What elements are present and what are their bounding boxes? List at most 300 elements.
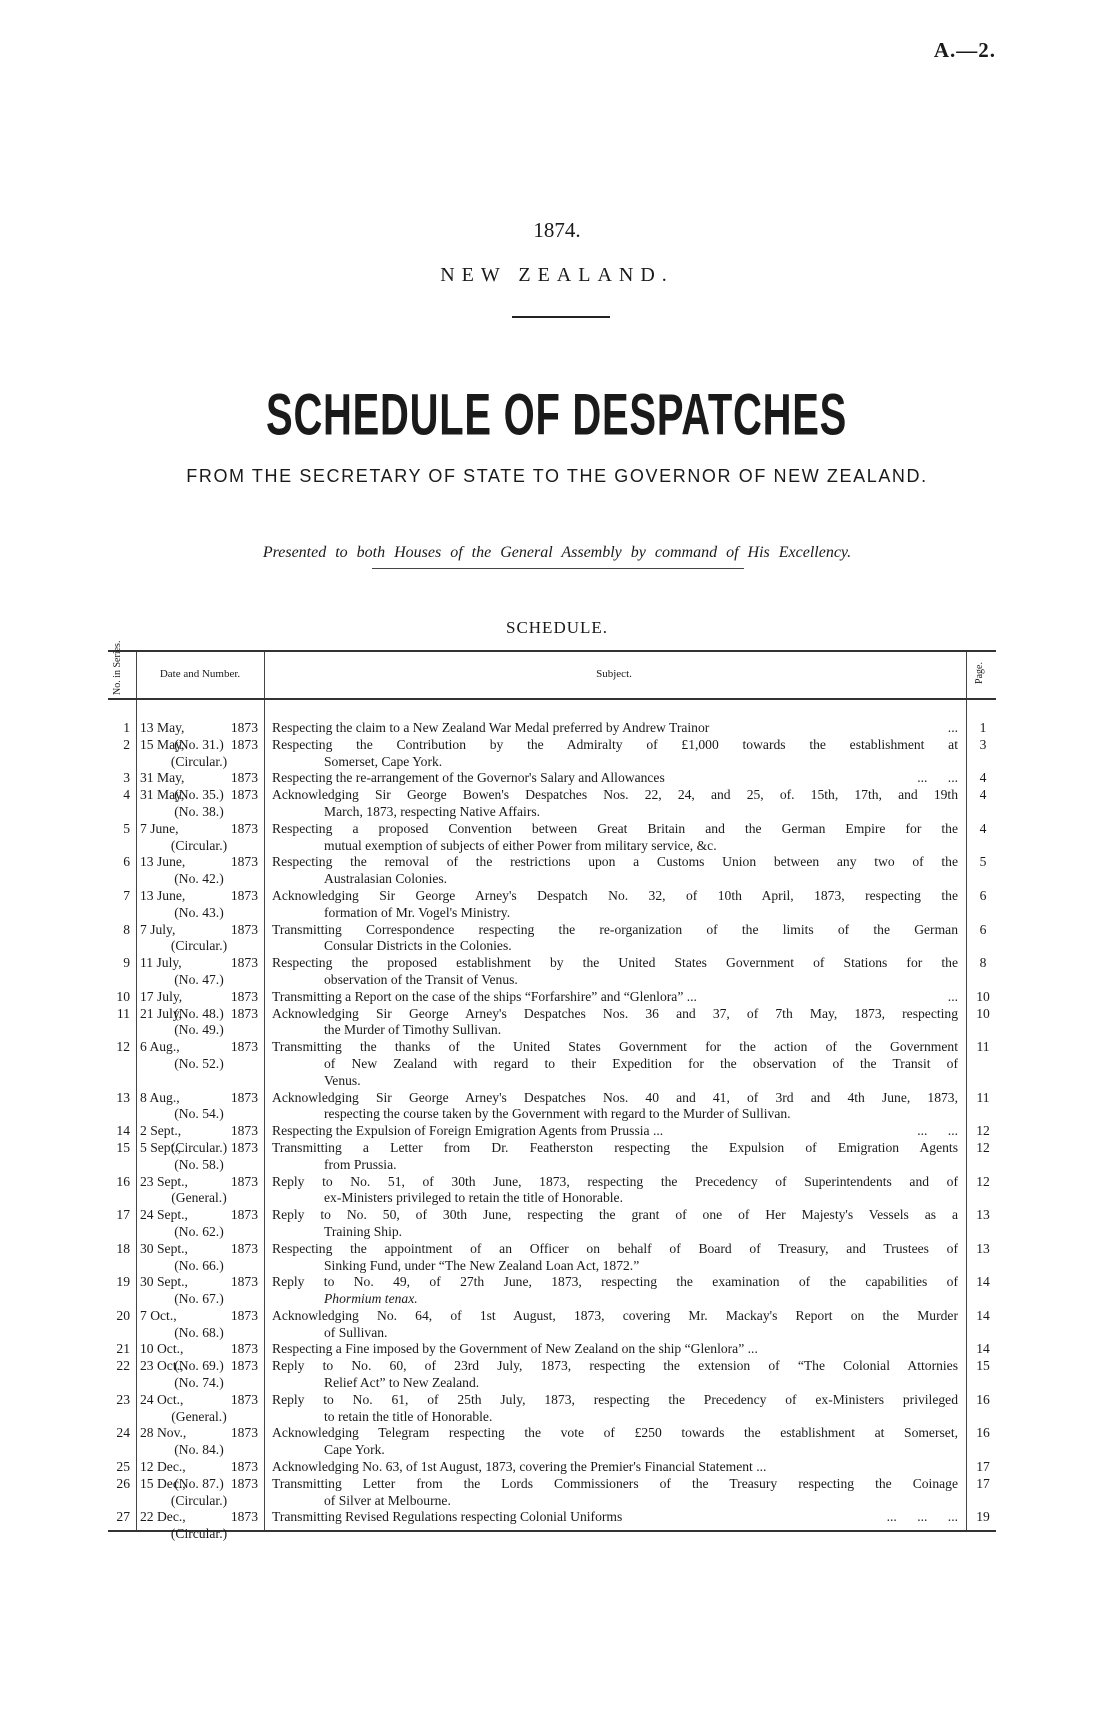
- subject-line: Phormium tenax.: [324, 1291, 418, 1307]
- row-subject: [272, 1392, 958, 1426]
- subject-text: Transmitting a Report on the case of the ships “Forfarshire” and “Glenlora” ...: [272, 988, 697, 1004]
- row-page: 11: [976, 1089, 990, 1105]
- date-year: 1873: [230, 854, 258, 870]
- subject-line: Sinking Fund, under “The New Zealand Loan Act, 1872.”: [324, 1257, 640, 1273]
- row-subject: [272, 720, 958, 737]
- subject-text: Respecting the re-arrangement of the Governor's Salary and Allowances: [272, 770, 665, 786]
- date-year: 1873: [230, 1039, 258, 1055]
- row-date: [140, 1140, 258, 1174]
- subject-text: Respecting the Expulsion of Foreign Emigration Agents from Prussia ...: [272, 1123, 664, 1139]
- subject-line: Respecting a Fine imposed by the Government of New Zealand on the ship “Glenlora” ...: [272, 1341, 758, 1357]
- table-row: [108, 787, 996, 821]
- row-number: 21: [116, 1341, 130, 1357]
- date-year: 1873: [230, 1341, 258, 1357]
- subject-line: Acknowledging Sir George Bowen's Despatches Nos. 22, 24, and 25, of. 15th, 17th, and 19th: [272, 787, 958, 803]
- table-row: [108, 1241, 996, 1275]
- date-day: 7 Oct.,: [140, 1307, 177, 1323]
- row-number: 12: [116, 1039, 130, 1055]
- table-row: [108, 1174, 996, 1208]
- date-line: [140, 1341, 258, 1358]
- subject-line: Training Ship.: [324, 1223, 403, 1239]
- subject-line: Acknowledging No. 63, of 1st August, 1873, covering the Premier's Financial Statement ...: [272, 1459, 767, 1475]
- row-subject: [272, 854, 958, 888]
- date-year: 1873: [230, 787, 258, 803]
- subject-line: Reply to No. 49, of 27th June, 1873, respecting the examination of the capabilities of: [272, 1274, 958, 1290]
- leader-dots: ...: [947, 720, 958, 735]
- leader-dots: ... ... ...: [886, 1509, 958, 1525]
- date-day: 13 June,: [140, 854, 186, 870]
- date-day: 13 May,: [140, 720, 185, 735]
- date-day: 30 Sept.,: [140, 1274, 188, 1290]
- table-row: [108, 1308, 996, 1342]
- date-year: 1873: [230, 1459, 258, 1475]
- row-subject: [272, 1358, 958, 1392]
- row-date: [140, 1174, 258, 1208]
- row-number: 3: [123, 770, 130, 786]
- divider: [372, 568, 744, 569]
- subject-line: Transmitting the thanks of the United States Government for the action of the Government: [272, 1039, 958, 1055]
- despatch-number: (No. 67.): [174, 1291, 224, 1307]
- row-page: 14: [976, 1341, 990, 1357]
- date-day: 11 July,: [140, 955, 182, 971]
- date-year: 1873: [230, 1358, 258, 1374]
- row-page: 14: [976, 1307, 990, 1323]
- row-number: 1: [123, 720, 130, 735]
- despatch-number: (Circular.): [170, 1492, 228, 1508]
- row-page: 4: [979, 770, 987, 786]
- date-day: 24 Sept.,: [140, 1207, 188, 1223]
- subject-text: Transmitting Revised Regulations respecting Colonial Uniforms: [272, 1509, 623, 1525]
- page-title: [0, 384, 1114, 446]
- date-year: 1873: [230, 1207, 258, 1223]
- row-page: 12: [976, 1123, 990, 1139]
- table-row: [108, 854, 996, 888]
- row-page: 17: [976, 1475, 990, 1491]
- row-number: 25: [116, 1459, 130, 1475]
- row-number: 22: [116, 1358, 130, 1374]
- date-line: [140, 1207, 258, 1224]
- row-page: 4: [979, 820, 987, 836]
- row-page: 17: [976, 1459, 990, 1475]
- subject-line: of Sullivan.: [324, 1324, 388, 1340]
- date-line: [140, 821, 258, 838]
- divider: [512, 316, 610, 318]
- despatch-number: (General.): [171, 1190, 227, 1206]
- subject-line: [272, 1123, 958, 1140]
- subject-line: Australasian Colonies.: [324, 871, 448, 887]
- subject-line: Transmitting Letter from the Lords Commissioners of the Treasury respecting the Coinage: [272, 1475, 958, 1491]
- row-date: [140, 854, 258, 888]
- row-page: 6: [979, 921, 987, 937]
- row-number: 13: [116, 1089, 130, 1105]
- title-text: SCHEDULE OF DESPATCHES: [266, 382, 848, 448]
- table-row: [108, 955, 996, 989]
- date-year: 1873: [230, 988, 258, 1004]
- row-subject: [272, 1090, 958, 1124]
- table-row: [108, 1207, 996, 1241]
- despatch-number: (Circular.): [170, 938, 228, 954]
- despatch-number: (No. 38.): [174, 803, 224, 819]
- row-subject: [272, 1308, 958, 1342]
- column-header-date: Date and Number.: [159, 668, 241, 680]
- row-subject: [272, 770, 958, 787]
- row-number: 8: [123, 921, 130, 937]
- subject-line: from Prussia.: [324, 1156, 397, 1172]
- subject-line: Acknowledging No. 64, of 1st August, 1873, covering Mr. Mackay's Report on the Murder: [272, 1307, 958, 1323]
- row-number: 14: [116, 1123, 130, 1139]
- despatch-number: (No. 35.): [174, 787, 224, 803]
- row-subject: [272, 888, 958, 922]
- despatch-number: (No. 48.): [174, 1005, 224, 1021]
- row-subject: [272, 1006, 958, 1040]
- row-date: [140, 1425, 258, 1459]
- leader-dots: ...: [947, 988, 958, 1004]
- subject-line: [272, 770, 958, 787]
- row-number: 4: [123, 787, 130, 803]
- subject-line: [272, 1509, 958, 1526]
- date-year: 1873: [230, 1240, 258, 1256]
- date-line: [140, 1090, 258, 1107]
- date-line: [140, 737, 258, 754]
- date-line: [140, 1459, 258, 1476]
- date-line: [140, 854, 258, 871]
- row-subject: [272, 1425, 958, 1459]
- row-subject: [272, 1241, 958, 1275]
- date-line: [140, 1358, 258, 1375]
- leader-dots: ... ...: [917, 770, 958, 786]
- date-day: 15 May,: [140, 736, 185, 752]
- date-day: 13 June,: [140, 887, 186, 903]
- row-date: [140, 1476, 258, 1510]
- row-number: 10: [116, 988, 130, 1004]
- date-day: 7 July,: [140, 921, 176, 937]
- column-header-page: Page.: [974, 662, 985, 684]
- row-number: 20: [116, 1307, 130, 1323]
- date-day: 10 Oct.,: [140, 1341, 184, 1357]
- row-number: 15: [116, 1139, 130, 1155]
- table-row: [108, 1090, 996, 1124]
- subject-line: Consular Districts in the Colonies.: [324, 938, 512, 954]
- subject-line: Venus.: [324, 1072, 361, 1088]
- date-year: 1873: [230, 1139, 258, 1155]
- row-subject: [272, 1509, 958, 1526]
- row-page: 11: [976, 1039, 990, 1055]
- schedule-table: [108, 640, 996, 1542]
- despatch-number: (No. 31.): [174, 736, 224, 752]
- date-line: [140, 1308, 258, 1325]
- row-date: [140, 1509, 258, 1543]
- despatch-number: (Circular.): [170, 837, 228, 853]
- document-reference: A.—2.: [933, 38, 996, 62]
- date-line: [140, 1123, 258, 1140]
- date-year: 1873: [230, 720, 258, 735]
- date-line: [140, 1476, 258, 1493]
- date-line: [140, 1509, 258, 1526]
- country-heading: NEW ZEALAND.: [440, 264, 674, 286]
- date-line: [140, 1241, 258, 1258]
- date-year: 1873: [230, 1391, 258, 1407]
- row-subject: [272, 1476, 958, 1510]
- date-year: 1873: [230, 770, 258, 786]
- subject-line: of Silver at Melbourne.: [324, 1492, 451, 1508]
- table-row: [108, 737, 996, 771]
- subject-line: Reply to No. 61, of 25th July, 1873, respecting the Precedency of ex-Ministers privileged: [272, 1391, 958, 1407]
- subject-line: Transmitting a Letter from Dr. Featherston respecting the Expulsion of Emigration Agents: [272, 1139, 958, 1155]
- subject-line: Reply to No. 60, of 23rd July, 1873, respecting the extension of “The Colonial Attornies: [272, 1358, 958, 1374]
- row-date: [140, 821, 258, 855]
- subject-line: formation of Mr. Vogel's Ministry.: [324, 904, 511, 920]
- row-number: 24: [116, 1425, 130, 1441]
- row-date: [140, 955, 258, 989]
- column-header-subject: Subject.: [596, 668, 632, 680]
- row-number: 19: [116, 1274, 130, 1290]
- row-date: [140, 1392, 258, 1426]
- date-line: [140, 787, 258, 804]
- subject-line: Respecting the removal of the restrictions upon a Customs Union between any two of the: [272, 854, 958, 870]
- row-date: [140, 922, 258, 956]
- date-day: 28 Nov.,: [140, 1425, 187, 1441]
- row-page: 13: [976, 1240, 990, 1256]
- date-year: 1873: [230, 820, 258, 836]
- subtitle: FROM THE SECRETARY OF STATE TO THE GOVERNOR OF NEW ZEALAND.: [186, 466, 928, 486]
- subject-line: Acknowledging Sir George Arney's Despatches Nos. 36 and 37, of 7th May, 1873, respecting: [272, 1005, 958, 1021]
- despatch-number: (Circular.): [170, 1139, 228, 1155]
- despatch-number: (No. 69.): [174, 1358, 224, 1374]
- date-day: 7 June,: [140, 820, 179, 836]
- subject-line: Reply to No. 51, of 30th June, 1873, respecting the Precedency of Superintendents and of: [272, 1173, 958, 1189]
- row-date: [140, 1308, 258, 1342]
- despatch-number: (No. 62.): [174, 1223, 224, 1239]
- date-year: 1873: [230, 1274, 258, 1290]
- despatch-number: (No. 43.): [174, 904, 224, 920]
- row-page: 8: [979, 955, 987, 971]
- row-number: 5: [123, 820, 130, 836]
- row-date: [140, 787, 258, 821]
- subject-line: [272, 720, 958, 737]
- row-subject: [272, 1459, 958, 1476]
- date-line: [140, 1174, 258, 1191]
- date-day: 22 Dec.,: [140, 1509, 186, 1525]
- schedule-heading: SCHEDULE.: [505, 618, 609, 637]
- subject-line: Respecting the appointment of an Officer on behalf of Board of Treasury, and Trustees of: [272, 1240, 958, 1256]
- row-number: 6: [123, 854, 130, 870]
- subject-line: ex-Ministers privileged to retain the title of Honorable.: [324, 1190, 623, 1206]
- row-page: 10: [976, 988, 990, 1004]
- row-page: 12: [976, 1173, 990, 1189]
- despatch-number: (Circular.): [170, 1526, 228, 1542]
- row-number: 16: [116, 1173, 130, 1189]
- presented-note: Presented to both Houses of the General Assembly by command of His Excellency.: [262, 544, 852, 561]
- row-subject: [272, 922, 958, 956]
- subject-line: of New Zealand with regard to their Expedition for the observation of the Transit of: [324, 1055, 958, 1071]
- table-row: [108, 888, 996, 922]
- row-page: 16: [976, 1425, 990, 1441]
- despatch-number: (No. 52.): [174, 1055, 224, 1071]
- table-row: [108, 1140, 996, 1174]
- row-page: 6: [979, 887, 987, 903]
- row-number: 18: [116, 1240, 130, 1256]
- despatch-number: (Circular.): [170, 753, 228, 769]
- date-day: 23 Sept.,: [140, 1173, 188, 1189]
- row-number: 27: [116, 1509, 130, 1525]
- date-day: 2 Sept.,: [140, 1123, 182, 1139]
- row-subject: [272, 955, 958, 989]
- subject-line: Somerset, Cape York.: [324, 753, 443, 769]
- date-year: 1873: [230, 1509, 258, 1525]
- subject-line: the Murder of Timothy Sullivan.: [324, 1022, 502, 1038]
- date-line: [140, 922, 258, 939]
- row-date: [140, 888, 258, 922]
- date-year: 1873: [230, 1089, 258, 1105]
- leader-dots: ... ...: [917, 1123, 958, 1139]
- row-subject: [272, 787, 958, 821]
- row-number: 17: [116, 1207, 130, 1223]
- date-day: 24 Oct.,: [140, 1391, 184, 1407]
- row-subject: [272, 1140, 958, 1174]
- date-day: 31 May,: [140, 787, 185, 803]
- row-page: 3: [979, 736, 987, 752]
- date-year: 1873: [230, 1005, 258, 1021]
- subject-line: Reply to No. 50, of 30th June, respecting the grant of one of Her Majesty's Vessels as a: [272, 1207, 958, 1223]
- column-divider: [966, 652, 967, 698]
- date-year: 1873: [230, 921, 258, 937]
- date-year: 1873: [230, 1307, 258, 1323]
- row-number: 7: [123, 887, 130, 903]
- row-page: 10: [976, 1005, 990, 1021]
- row-date: [140, 1039, 258, 1073]
- date-line: [140, 1006, 258, 1023]
- subject-line: Respecting the Contribution by the Admiralty of £1,000 towards the establishment at: [272, 736, 958, 752]
- row-page: 1: [979, 720, 987, 735]
- despatch-number: (No. 54.): [174, 1106, 224, 1122]
- row-subject: [272, 1341, 958, 1358]
- row-date: [140, 1274, 258, 1308]
- date-day: 31 May,: [140, 770, 185, 786]
- row-page: 4: [979, 787, 987, 803]
- table-row: [108, 1358, 996, 1392]
- subject-line: March, 1873, respecting Native Affairs.: [324, 803, 541, 819]
- subject-line: observation of the Transit of Venus.: [324, 971, 518, 987]
- date-day: 12 Dec.,: [140, 1459, 186, 1475]
- row-subject: [272, 1039, 958, 1089]
- column-header-no: No. in Series.: [112, 640, 123, 695]
- row-subject: [272, 737, 958, 771]
- row-subject: [272, 989, 958, 1006]
- date-year: 1873: [230, 1173, 258, 1189]
- subject-line: Acknowledging Sir George Arney's Despatches Nos. 40 and 41, of 3rd and 4th June, 1873,: [272, 1089, 958, 1105]
- despatch-number: (No. 66.): [174, 1257, 224, 1273]
- row-page: 12: [976, 1139, 990, 1155]
- date-line: [140, 1392, 258, 1409]
- row-date: [140, 1090, 258, 1124]
- date-year: 1873: [230, 736, 258, 752]
- table-header: [108, 640, 996, 700]
- date-day: 21 July,: [140, 1005, 183, 1021]
- row-page: 13: [976, 1207, 990, 1223]
- row-subject: [272, 1274, 958, 1308]
- date-line: [140, 888, 258, 905]
- date-day: 23 Oct.,: [140, 1358, 184, 1374]
- row-page: 16: [976, 1391, 990, 1407]
- date-year: 1873: [230, 1123, 258, 1139]
- subject-line: respecting the course taken by the Government with regard to the Murder of Sullivan.: [324, 1106, 791, 1122]
- date-year: 1873: [230, 1475, 258, 1491]
- despatch-number: (No. 47.): [174, 971, 224, 987]
- row-page: 5: [979, 854, 987, 870]
- row-page: 14: [976, 1274, 990, 1290]
- table-row: [108, 1006, 996, 1040]
- table-row: [108, 1509, 996, 1542]
- row-number: 11: [116, 1005, 130, 1021]
- row-number: 23: [116, 1391, 130, 1407]
- despatch-number: (No. 58.): [174, 1156, 224, 1172]
- subject-line: Relief Act” to New Zealand.: [324, 1375, 480, 1391]
- subject-line: Transmitting Correspondence respecting the re-organization of the limits of the German: [272, 921, 958, 937]
- date-line: [140, 1039, 258, 1056]
- row-page: 19: [976, 1509, 990, 1525]
- table-body: [108, 700, 996, 1542]
- row-date: [140, 1006, 258, 1040]
- row-date: [140, 737, 258, 771]
- subject-line: Cape York.: [324, 1442, 385, 1458]
- despatch-number: (No. 87.): [174, 1475, 224, 1491]
- date-year: 1873: [230, 955, 258, 971]
- row-number: 26: [116, 1475, 130, 1491]
- date-line: [140, 1274, 258, 1291]
- row-subject: [272, 1207, 958, 1241]
- despatch-number: (No. 42.): [174, 871, 224, 887]
- row-subject: [272, 1174, 958, 1208]
- subject-line: to retain the title of Honorable.: [324, 1408, 493, 1424]
- despatch-number: (General.): [171, 1408, 227, 1424]
- subject-line: Acknowledging Telegram respecting the vote of £250 towards the establishment at Somerset,: [272, 1425, 958, 1441]
- row-subject: [272, 821, 958, 855]
- date-day: 6 Aug.,: [140, 1039, 180, 1055]
- table-row: [108, 821, 996, 855]
- despatch-number: (No. 49.): [174, 1022, 224, 1038]
- row-number: 2: [123, 736, 130, 752]
- subject-line: Respecting a proposed Convention between Great Britain and the German Empire for the: [272, 820, 958, 836]
- table-row: [108, 1392, 996, 1426]
- date-line: [140, 1140, 258, 1157]
- subject-line: mutual exemption of subjects of either Power from military service, &c.: [324, 837, 717, 853]
- despatch-number: (No. 84.): [174, 1442, 224, 1458]
- date-day: 17 July,: [140, 988, 183, 1004]
- date-day: 30 Sept.,: [140, 1240, 188, 1256]
- table-row: [108, 922, 996, 956]
- document-year: 1874.: [533, 218, 581, 242]
- subject-line: [272, 989, 958, 1006]
- row-date: [140, 1241, 258, 1275]
- date-line: [140, 1425, 258, 1442]
- date-line: [140, 955, 258, 972]
- despatch-number: (No. 68.): [174, 1324, 224, 1340]
- date-day: 8 Aug.,: [140, 1089, 180, 1105]
- row-page: 15: [976, 1358, 990, 1374]
- row-date: [140, 1358, 258, 1392]
- date-day: 15 Dec.,: [140, 1475, 186, 1491]
- row-date: [140, 1207, 258, 1241]
- table-row: [108, 1476, 996, 1510]
- date-line: [140, 989, 258, 1006]
- date-year: 1873: [230, 887, 258, 903]
- subject-line: Acknowledging Sir George Arney's Despatch No. 32, of 10th April, 1873, respecting the: [272, 887, 958, 903]
- date-day: 5 Sept.,: [140, 1139, 182, 1155]
- table-row: [108, 1274, 996, 1308]
- row-subject: [272, 1123, 958, 1140]
- date-year: 1873: [230, 1425, 258, 1441]
- date-line: [140, 770, 258, 787]
